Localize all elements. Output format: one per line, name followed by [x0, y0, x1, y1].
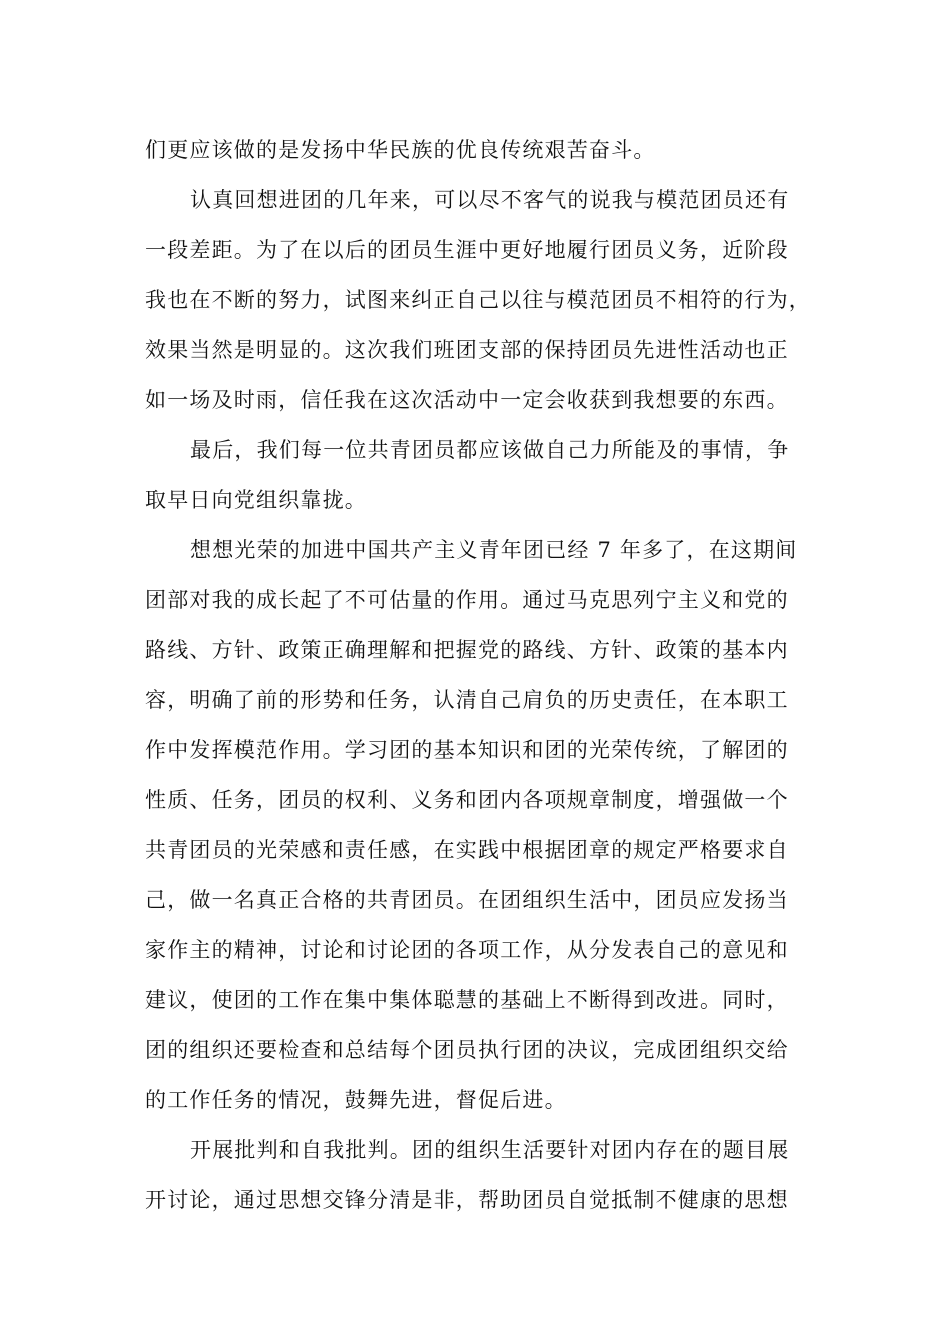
paragraph-4-line-11: 团的组织还要检查和总结每个团员执行团的决议，完成团组织交给	[145, 1038, 789, 1062]
paragraph-2-line-2: 一段差距。为了在以后的团员生涯中更好地履行团员义务，近阶段	[145, 238, 789, 262]
paragraph-3-line-1: 最后，我们每一位共青团员都应该做自己力所能及的事情，争	[190, 438, 790, 462]
paragraph-4-line-7: 共青团员的光荣感和责任感，在实践中根据团章的规定严格要求自	[145, 838, 789, 862]
paragraph-4-line-3: 路线、方针、政策正确理解和把握党的路线、方针、政策的基本内	[145, 638, 789, 662]
paragraph-2-line-1: 认真回想进团的几年来，可以尽不客气的说我与模范团员还有	[190, 188, 790, 212]
paragraph-4-line-4: 容，明确了前的形势和任务，认清自己肩负的历史责任，在本职工	[145, 688, 789, 712]
paragraph-5-line-1: 开展批判和自我批判。团的组织生活要针对团内存在的题目展	[190, 1138, 790, 1162]
paragraph-4-line-2: 团部对我的成长起了不可估量的作用。通过马克思列宁主义和党的	[145, 588, 789, 612]
paragraph-3-line-2: 取早日向党组织靠拢。	[145, 488, 367, 512]
paragraph-4-line-6: 性质、任务，团员的权利、义务和团内各项规章制度，增强做一个	[145, 788, 789, 812]
text-line-1: 们更应该做的是发扬中华民族的优良传统艰苦奋斗。	[145, 138, 656, 162]
paragraph-4-line-10: 建议，使团的工作在集中集体聪慧的基础上不断得到改进。同时，	[145, 988, 789, 1012]
paragraph-2-line-4: 效果当然是明显的。这次我们班团支部的保持团员先进性活动也正	[145, 338, 789, 362]
paragraph-2-line-3: 我也在不断的努力，试图来纠正自己以往与模范团员不相符的行为，	[145, 288, 811, 312]
paragraph-4-line-12: 的工作任务的情况，鼓舞先进，督促后进。	[145, 1088, 567, 1112]
paragraph-4-line-5: 作中发挥模范作用。学习团的基本知识和团的光荣传统，了解团的	[145, 738, 789, 762]
paragraph-4-line-9: 家作主的精神，讨论和讨论团的各项工作，从分发表自己的意见和	[145, 938, 789, 962]
paragraph-5-line-2: 开讨论，通过思想交锋分清是非，帮助团员自觉抵制不健康的思想	[145, 1188, 789, 1212]
paragraph-4-line-1: 想想光荣的加进中国共产主义青年团已经 7 年多了，在这期间	[190, 538, 798, 562]
paragraph-4-line-8: 己，做一名真正合格的共青团员。在团组织生活中，团员应发扬当	[145, 888, 789, 912]
paragraph-2-line-5: 如一场及时雨，信任我在这次活动中一定会收获到我想要的东西。	[145, 388, 789, 412]
